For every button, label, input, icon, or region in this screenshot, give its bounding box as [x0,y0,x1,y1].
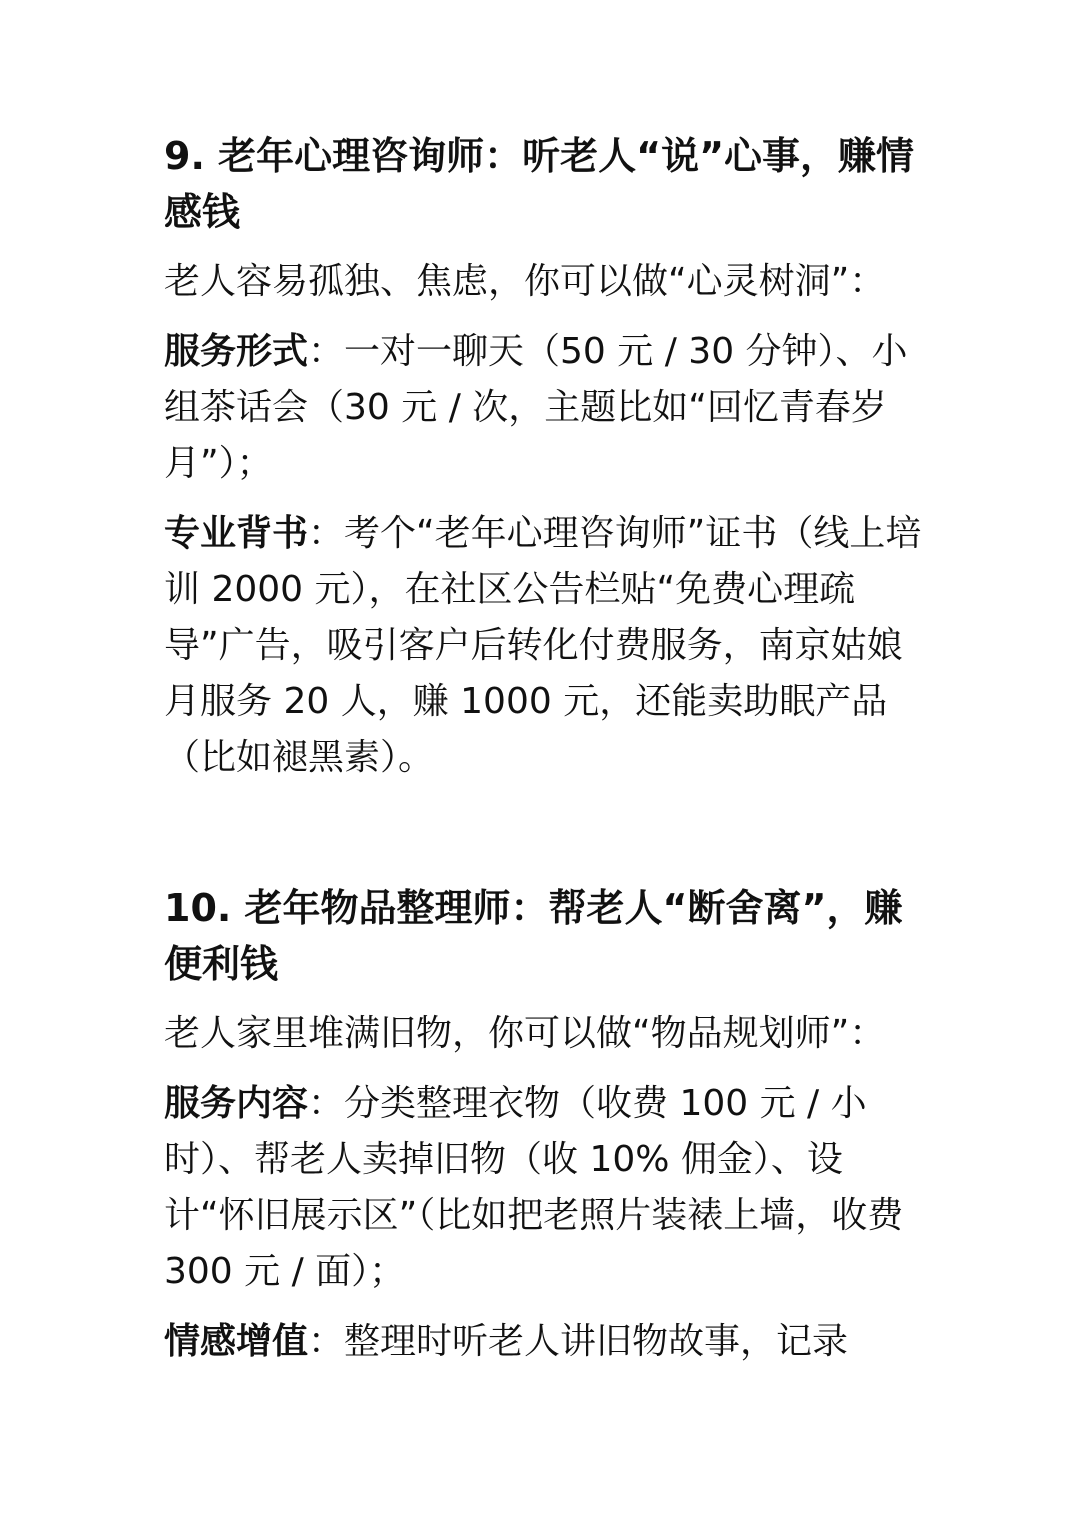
section-10-service-content-key: 服务内容 [164,1083,309,1124]
section-10-emotional-value-text: ：整理时听老人讲旧物故事，记录 [308,1321,849,1362]
section-gap [164,800,924,880]
section-9-credentials-key: 专业背书 [164,513,309,554]
section-10-service-content-text: ：分类整理衣物（收费 100 元 / 小时）、帮老人卖掉旧物（收 10% 佣金）、设计“怀旧展示区”（比如把老照片装裱上墙，收费 300 元 / 面）； [164,1083,904,1292]
section-10-service-content [164,1076,924,1300]
section-10-emotional-value-key: 情感增值 [164,1321,309,1362]
section-9-service-format-key: 服务形式 [164,331,309,372]
section-9-heading: 9. 老年心理咨询师：听老人“说”心事，赚情感钱 [164,134,915,234]
section-9-credentials-text: ：考个“老年心理咨询师”证书（线上培训 2000 元），在社区公告栏贴“免费心理疏导”广告，吸引客户后转化付费服务，南京姑娘月服务 20 人，赚 1000 元，还能卖助眠产品（比如褪黑素）。 [164,513,922,778]
section-10-emotional-value [164,1314,924,1370]
section-9-intro: 老人容易孤独、焦虑，你可以做“心灵树洞”： [164,261,886,302]
section-9-credentials [164,506,924,786]
article-body [164,128,924,1384]
section-9-service-format [164,324,924,492]
section-9-service-format-text: ：一对一聊天（50 元 / 30 分钟）、小组茶话会（30 元 / 次，主题比如“回忆青春岁月”）； [164,331,908,484]
section-10-intro: 老人家里堆满旧物，你可以做“物品规划师”： [164,1013,886,1054]
section-10-heading: 10. 老年物品整理师：帮老人“断舍离”，赚便利钱 [164,886,903,986]
